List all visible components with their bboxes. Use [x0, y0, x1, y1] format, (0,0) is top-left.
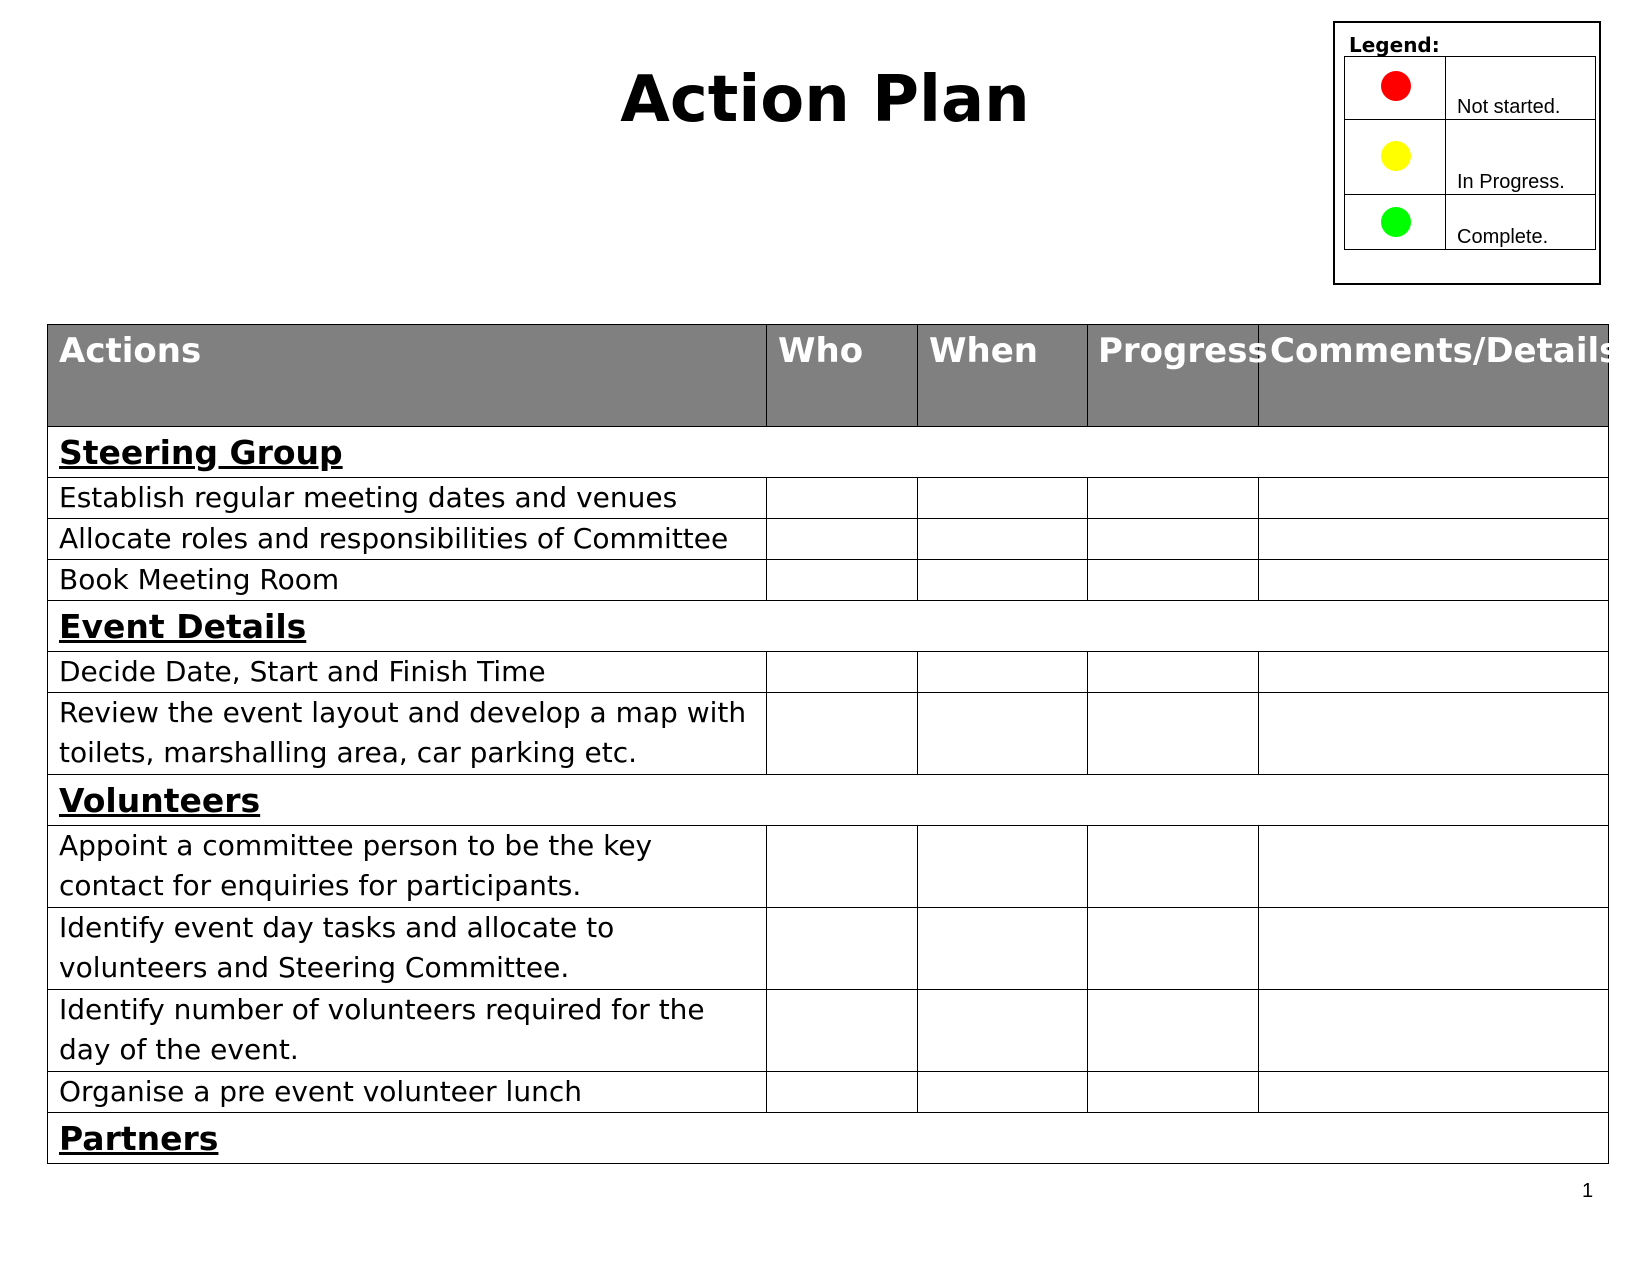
table-row: [48, 652, 1609, 693]
legend-title: Legend:: [1349, 33, 1440, 57]
legend-label-complete: Complete.: [1446, 195, 1596, 250]
when-cell: [918, 519, 1088, 560]
column-header-actions: Actions: [48, 325, 767, 427]
when-cell: [918, 693, 1088, 775]
action-cell: Appoint a committee person to be the key contact for enquiries for participants.: [48, 826, 767, 908]
action-cell: Allocate roles and responsibilities of Committee: [48, 519, 767, 560]
legend-table: [1344, 56, 1596, 250]
action-cell: Identify number of volunteers required for the day of the event.: [48, 990, 767, 1072]
table-row: [48, 560, 1609, 601]
action-cell: Identify event day tasks and allocate to volunteers and Steering Committee.: [48, 908, 767, 990]
section-cell: [48, 1113, 1609, 1164]
who-cell: [767, 478, 918, 519]
page-number: 1: [1582, 1180, 1594, 1202]
legend-label-in-progress: In Progress.: [1446, 120, 1596, 195]
progress-cell: [1088, 693, 1259, 775]
progress-cell: [1088, 652, 1259, 693]
progress-cell: [1088, 560, 1259, 601]
section-cell: [48, 775, 1609, 826]
comments-cell: [1259, 1072, 1609, 1113]
section-cell: [48, 601, 1609, 652]
section-heading: Volunteers: [59, 781, 261, 820]
legend-dot-cell: [1345, 57, 1446, 120]
legend-label-not-started: Not started.: [1446, 57, 1596, 120]
who-cell: [767, 908, 918, 990]
table-row: [48, 693, 1609, 775]
who-cell: [767, 990, 918, 1072]
who-cell: [767, 1072, 918, 1113]
when-cell: [918, 826, 1088, 908]
when-cell: [918, 560, 1088, 601]
page-title: Action Plan: [620, 63, 1030, 137]
comments-cell: [1259, 478, 1609, 519]
section-cell: [48, 427, 1609, 478]
who-cell: [767, 652, 918, 693]
section-heading: Event Details: [59, 607, 307, 646]
table-row: [48, 826, 1609, 908]
table-row: [48, 908, 1609, 990]
section-row: [48, 1113, 1609, 1164]
progress-cell: [1088, 826, 1259, 908]
legend-dot-cell: [1345, 120, 1446, 195]
comments-cell: [1259, 519, 1609, 560]
yellow-status-dot-icon: [1381, 141, 1411, 171]
progress-cell: [1088, 519, 1259, 560]
table-row: [48, 990, 1609, 1072]
red-status-dot-icon: [1381, 71, 1411, 101]
table-row: [48, 519, 1609, 560]
comments-cell: [1259, 990, 1609, 1072]
column-header-when: When: [918, 325, 1088, 427]
comments-cell: [1259, 652, 1609, 693]
section-heading: Steering Group: [59, 433, 343, 472]
when-cell: [918, 652, 1088, 693]
column-header-who: Who: [767, 325, 918, 427]
when-cell: [918, 1072, 1088, 1113]
table-row: [48, 1072, 1609, 1113]
action-cell: Book Meeting Room: [48, 560, 767, 601]
progress-cell: [1088, 908, 1259, 990]
action-cell: Establish regular meeting dates and venues: [48, 478, 767, 519]
comments-cell: [1259, 560, 1609, 601]
action-cell: Organise a pre event volunteer lunch: [48, 1072, 767, 1113]
section-row: [48, 775, 1609, 826]
table-row: [48, 478, 1609, 519]
legend-dot-cell: [1345, 195, 1446, 250]
comments-cell: [1259, 693, 1609, 775]
green-status-dot-icon: [1381, 207, 1411, 237]
progress-cell: [1088, 478, 1259, 519]
column-header-progress: Progress: [1088, 325, 1259, 427]
table-header-row: [48, 325, 1609, 427]
when-cell: [918, 908, 1088, 990]
action-cell: Review the event layout and develop a map with toilets, marshalling area, car parking etc.: [48, 693, 767, 775]
comments-cell: [1259, 908, 1609, 990]
comments-cell: [1259, 826, 1609, 908]
who-cell: [767, 693, 918, 775]
section-row: [48, 427, 1609, 478]
who-cell: [767, 519, 918, 560]
action-plan-table: [47, 324, 1620, 1164]
who-cell: [767, 826, 918, 908]
action-cell: Decide Date, Start and Finish Time: [48, 652, 767, 693]
when-cell: [918, 478, 1088, 519]
progress-cell: [1088, 1072, 1259, 1113]
column-header-comments: Comments/Details: [1259, 325, 1609, 427]
section-heading: Partners: [59, 1119, 219, 1158]
section-row: [48, 601, 1609, 652]
progress-cell: [1088, 990, 1259, 1072]
who-cell: [767, 560, 918, 601]
legend-box: [1333, 21, 1601, 285]
when-cell: [918, 990, 1088, 1072]
